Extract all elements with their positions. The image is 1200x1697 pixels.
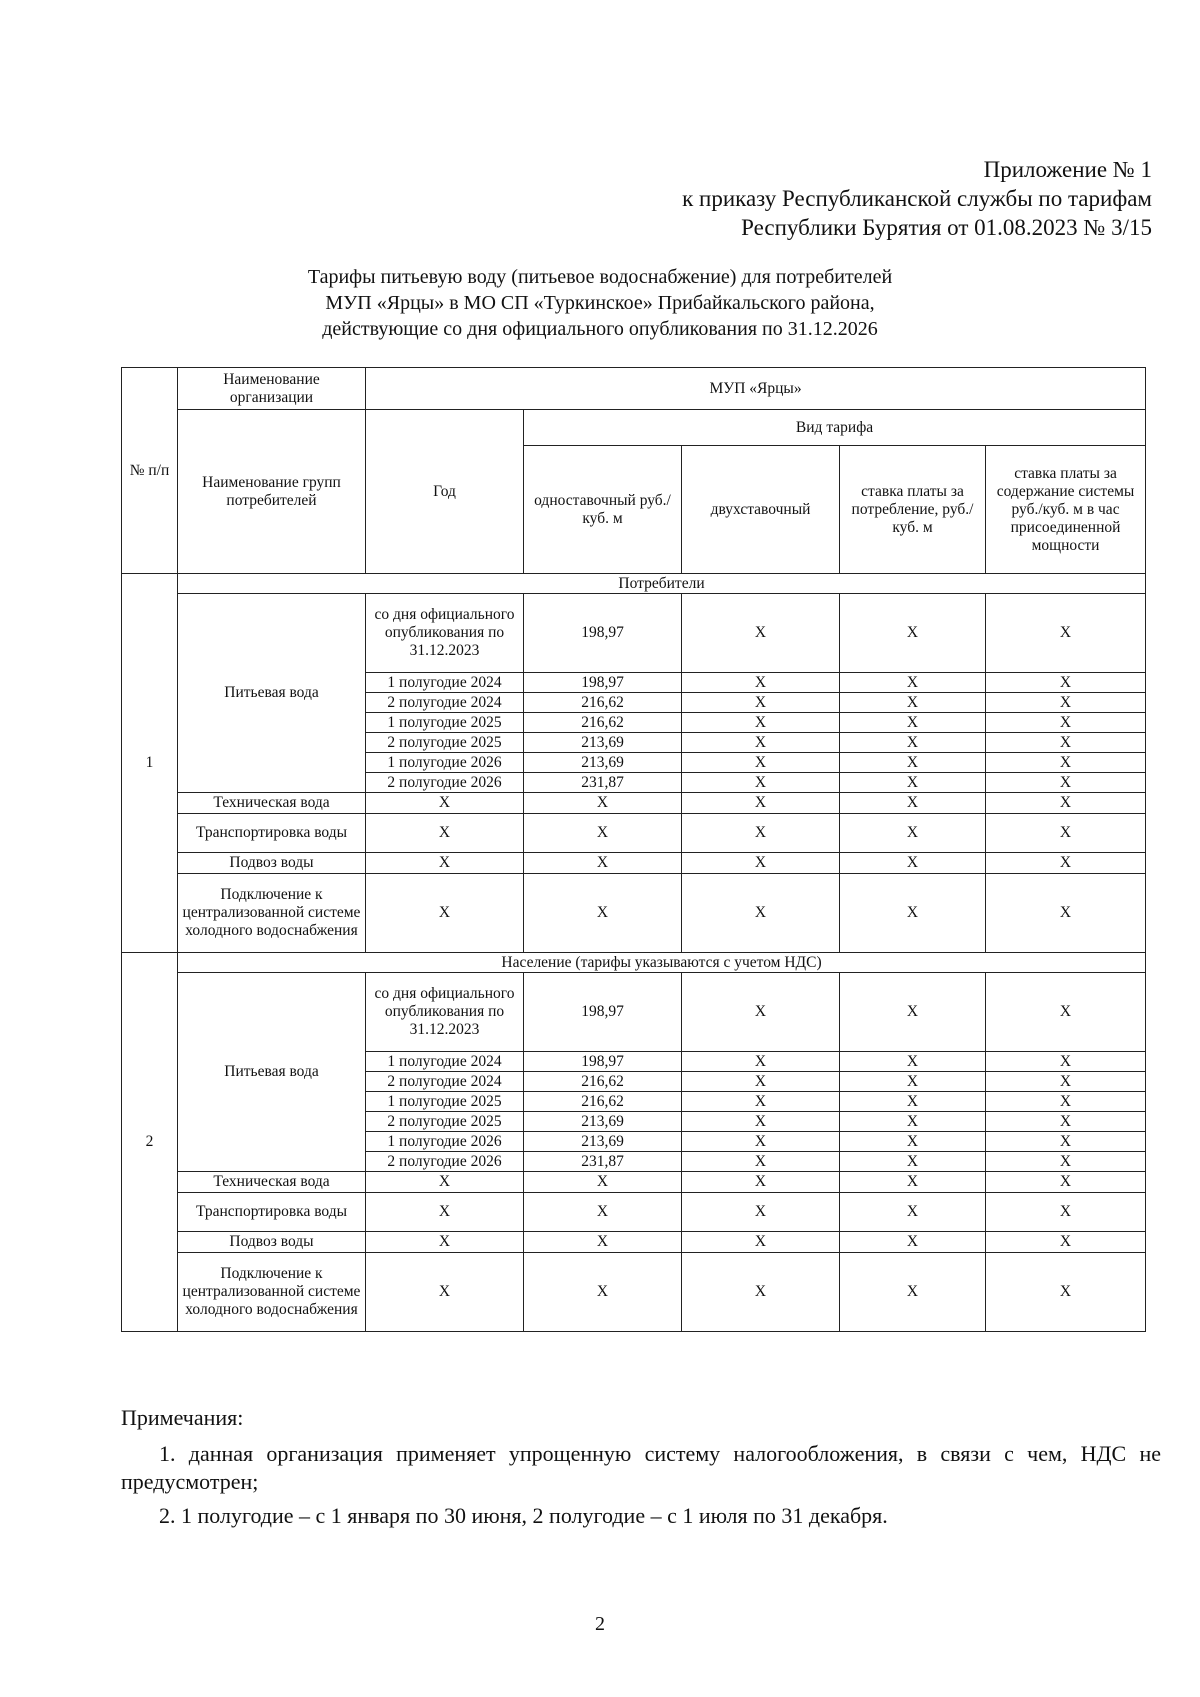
section-title-row — [122, 574, 1146, 594]
tariff-value: X — [524, 793, 682, 814]
tariff-value: 213,69 — [524, 733, 682, 753]
tariff-table — [121, 367, 1146, 1332]
tariff-value: X — [524, 874, 682, 953]
tariff-value: X — [840, 773, 986, 793]
tariff-value: X — [840, 853, 986, 874]
tariff-value: X — [682, 853, 840, 874]
tariff-value: X — [682, 1112, 840, 1132]
tariff-value: X — [986, 733, 1146, 753]
tariff-value: X — [366, 1253, 524, 1332]
tariff-value: X — [682, 1132, 840, 1152]
drinking-water-label: Питьевая вода — [178, 973, 366, 1172]
table-row — [122, 814, 1146, 853]
tariff-value: X — [366, 1172, 524, 1193]
period-label: 1 полугодие 2024 — [366, 1052, 524, 1072]
table-row — [122, 1193, 1146, 1232]
tariff-value: X — [840, 1172, 986, 1193]
tariff-value: X — [986, 1132, 1146, 1152]
period-label: со дня официального опубликования по 31.12.2023 — [366, 973, 524, 1052]
table-row — [122, 594, 1146, 673]
tariff-value: 213,69 — [524, 1132, 682, 1152]
tariff-value: 198,97 — [524, 594, 682, 673]
tariff-value: X — [840, 973, 986, 1052]
period-label: 1 полугодие 2025 — [366, 713, 524, 733]
tariff-value: 231,87 — [524, 1152, 682, 1172]
period-label: 2 полугодие 2025 — [366, 733, 524, 753]
tariff-value: X — [366, 1232, 524, 1253]
table-row — [122, 973, 1146, 1052]
tariff-value: X — [840, 713, 986, 733]
tariff-value: X — [986, 1232, 1146, 1253]
appendix-line-2: к приказу Республиканской службы по тарифам — [682, 186, 1152, 211]
tariff-value: X — [682, 713, 840, 733]
tariff-value: X — [840, 693, 986, 713]
tariff-value: X — [840, 1253, 986, 1332]
notes-section — [121, 1404, 1161, 1530]
tariff-value: 231,87 — [524, 773, 682, 793]
tariff-value: X — [986, 1253, 1146, 1332]
tariff-value: X — [682, 1232, 840, 1253]
title-line-3: действующие со дня официального опубликования по 31.12.2026 — [322, 318, 878, 340]
tariff-value: X — [682, 733, 840, 753]
tariff-value: 216,62 — [524, 1072, 682, 1092]
org-label-header: Наименование организации — [178, 368, 366, 410]
period-label: 2 полугодие 2026 — [366, 773, 524, 793]
table-row — [122, 1232, 1146, 1253]
period-label: со дня официального опубликования по 31.12.2023 — [366, 594, 524, 673]
tariff-value: X — [986, 1152, 1146, 1172]
tariff-value: X — [986, 814, 1146, 853]
tariff-value: X — [524, 1232, 682, 1253]
header-row-tariff-type — [122, 410, 1146, 446]
period-label: 2 полугодие 2025 — [366, 1112, 524, 1132]
table-row — [122, 1172, 1146, 1193]
tariff-value: X — [986, 853, 1146, 874]
tariff-value: X — [986, 773, 1146, 793]
group-label: Транспортировка воды — [178, 814, 366, 853]
tariff-value: X — [986, 673, 1146, 693]
tariff-value: X — [840, 1132, 986, 1152]
tariff-value: X — [986, 1052, 1146, 1072]
org-name-header: МУП «Ярцы» — [366, 368, 1146, 410]
period-label: 1 полугодие 2024 — [366, 673, 524, 693]
col-number-header: № п/п — [122, 368, 178, 574]
tariff-value: X — [682, 814, 840, 853]
tariff-value: X — [682, 874, 840, 953]
tariff-value: X — [840, 594, 986, 673]
section-title: Потребители — [178, 574, 1146, 594]
tariff-value: X — [986, 973, 1146, 1052]
tariff-value: X — [840, 753, 986, 773]
table-row — [122, 793, 1146, 814]
section-title: Население (тарифы указываются с учетом НДС) — [178, 953, 1146, 973]
period-label: 1 полугодие 2026 — [366, 1132, 524, 1152]
tariff-value: X — [840, 1152, 986, 1172]
year-label-header: Год — [366, 410, 524, 574]
tariff-value: X — [682, 773, 840, 793]
appendix-header — [552, 155, 1152, 242]
tariff-value: X — [682, 753, 840, 773]
group-label: Подключение к централизованной системе холодного водоснабжения — [178, 1253, 366, 1332]
tariff-value: X — [682, 793, 840, 814]
tariff-value: 198,97 — [524, 673, 682, 693]
period-label: 1 полугодие 2026 — [366, 753, 524, 773]
drinking-water-label: Питьевая вода — [178, 594, 366, 793]
group-label-header: Наименование групп потребителей — [178, 410, 366, 574]
tariff-value: X — [986, 1193, 1146, 1232]
tariff-value: X — [682, 673, 840, 693]
tariff-value: X — [682, 1193, 840, 1232]
tariff-value: X — [366, 853, 524, 874]
tariff-col-two-rate: двухставочный — [682, 446, 840, 574]
section-number: 2 — [122, 953, 178, 1332]
tariff-col-maintenance-rate: ставка платы за содержание системы руб./куб. м в час присоединенной мощности — [986, 446, 1146, 574]
tariff-value: X — [682, 1072, 840, 1092]
tariff-value: X — [986, 1172, 1146, 1193]
tariff-value: X — [682, 973, 840, 1052]
tariff-value: X — [682, 1092, 840, 1112]
tariff-value: X — [840, 1232, 986, 1253]
title-line-1: Тарифы питьевую воду (питьевое водоснабжение) для потребителей — [307, 266, 893, 288]
tariff-value: 213,69 — [524, 1112, 682, 1132]
tariff-value: X — [986, 1112, 1146, 1132]
tariff-value: X — [682, 1172, 840, 1193]
tariff-value: X — [840, 733, 986, 753]
page-number: 2 — [595, 1613, 605, 1635]
group-label: Подключение к централизованной системе холодного водоснабжения — [178, 874, 366, 953]
table-row — [122, 853, 1146, 874]
period-label: 2 полугодие 2024 — [366, 1072, 524, 1092]
section-number: 1 — [122, 574, 178, 953]
tariff-value: X — [986, 713, 1146, 733]
tariff-value: X — [840, 814, 986, 853]
tariff-value: X — [366, 814, 524, 853]
tariff-value: X — [840, 1092, 986, 1112]
period-label: 1 полугодие 2025 — [366, 1092, 524, 1112]
tariff-value: X — [682, 1052, 840, 1072]
tariff-value: X — [986, 874, 1146, 953]
tariff-value: X — [840, 1112, 986, 1132]
tariff-value: X — [524, 1253, 682, 1332]
notes-heading: Примечания: — [121, 1405, 244, 1430]
tariff-value: X — [366, 874, 524, 953]
group-label: Техническая вода — [178, 793, 366, 814]
group-label: Транспортировка воды — [178, 1193, 366, 1232]
tariff-value: X — [840, 1052, 986, 1072]
document-title — [120, 264, 1080, 342]
header-row-org — [122, 368, 1146, 410]
tariff-value: X — [524, 853, 682, 874]
tariff-value: 198,97 — [524, 973, 682, 1052]
tariff-value: X — [682, 594, 840, 673]
tariff-value: X — [524, 1193, 682, 1232]
appendix-line-1: Приложение № 1 — [983, 157, 1152, 182]
tariff-value: X — [840, 1193, 986, 1232]
tariff-type-header: Вид тарифа — [524, 410, 1146, 446]
tariff-value: X — [986, 793, 1146, 814]
tariff-value: X — [840, 1072, 986, 1092]
tariff-value: X — [986, 594, 1146, 673]
table-row — [122, 874, 1146, 953]
tariff-value: X — [366, 1193, 524, 1232]
title-line-2: МУП «Ярцы» в МО СП «Туркинское» Прибайкальского района, — [325, 292, 875, 314]
tariff-value: X — [986, 1072, 1146, 1092]
period-label: 2 полугодие 2024 — [366, 693, 524, 713]
tariff-value: X — [986, 693, 1146, 713]
tariff-col-single-rate: одноставочный руб./ куб. м — [524, 446, 682, 574]
tariff-value: 216,62 — [524, 693, 682, 713]
section-title-row — [122, 953, 1146, 973]
tariff-value: X — [840, 793, 986, 814]
tariff-value: X — [840, 673, 986, 693]
tariff-value: X — [366, 793, 524, 814]
tariff-col-consumption-rate: ставка платы за потребление, руб./ куб. м — [840, 446, 986, 574]
tariff-value: X — [840, 874, 986, 953]
tariff-value: 216,62 — [524, 713, 682, 733]
tariff-value: X — [682, 693, 840, 713]
tariff-value: 216,62 — [524, 1092, 682, 1112]
period-label: 2 полугодие 2026 — [366, 1152, 524, 1172]
group-label: Подвоз воды — [178, 853, 366, 874]
group-label: Подвоз воды — [178, 1232, 366, 1253]
tariff-value: X — [682, 1152, 840, 1172]
table-row — [122, 1253, 1146, 1332]
tariff-value: 213,69 — [524, 753, 682, 773]
appendix-line-3: Республики Бурятия от 01.08.2023 № 3/15 — [741, 215, 1152, 240]
tariff-value: X — [986, 1092, 1146, 1112]
note-1: 1. данная организация применяет упрощенную систему налогообложения, в связи с чем, НДС не предусмотрен; — [121, 1441, 1161, 1494]
tariff-value: X — [682, 1253, 840, 1332]
tariff-value: X — [986, 753, 1146, 773]
group-label: Техническая вода — [178, 1172, 366, 1193]
tariff-value: 198,97 — [524, 1052, 682, 1072]
tariff-value: X — [524, 1172, 682, 1193]
note-2: 2. 1 полугодие – с 1 января по 30 июня, 2 полугодие – с 1 июля по 31 декабря. — [159, 1503, 888, 1528]
tariff-value: X — [524, 814, 682, 853]
